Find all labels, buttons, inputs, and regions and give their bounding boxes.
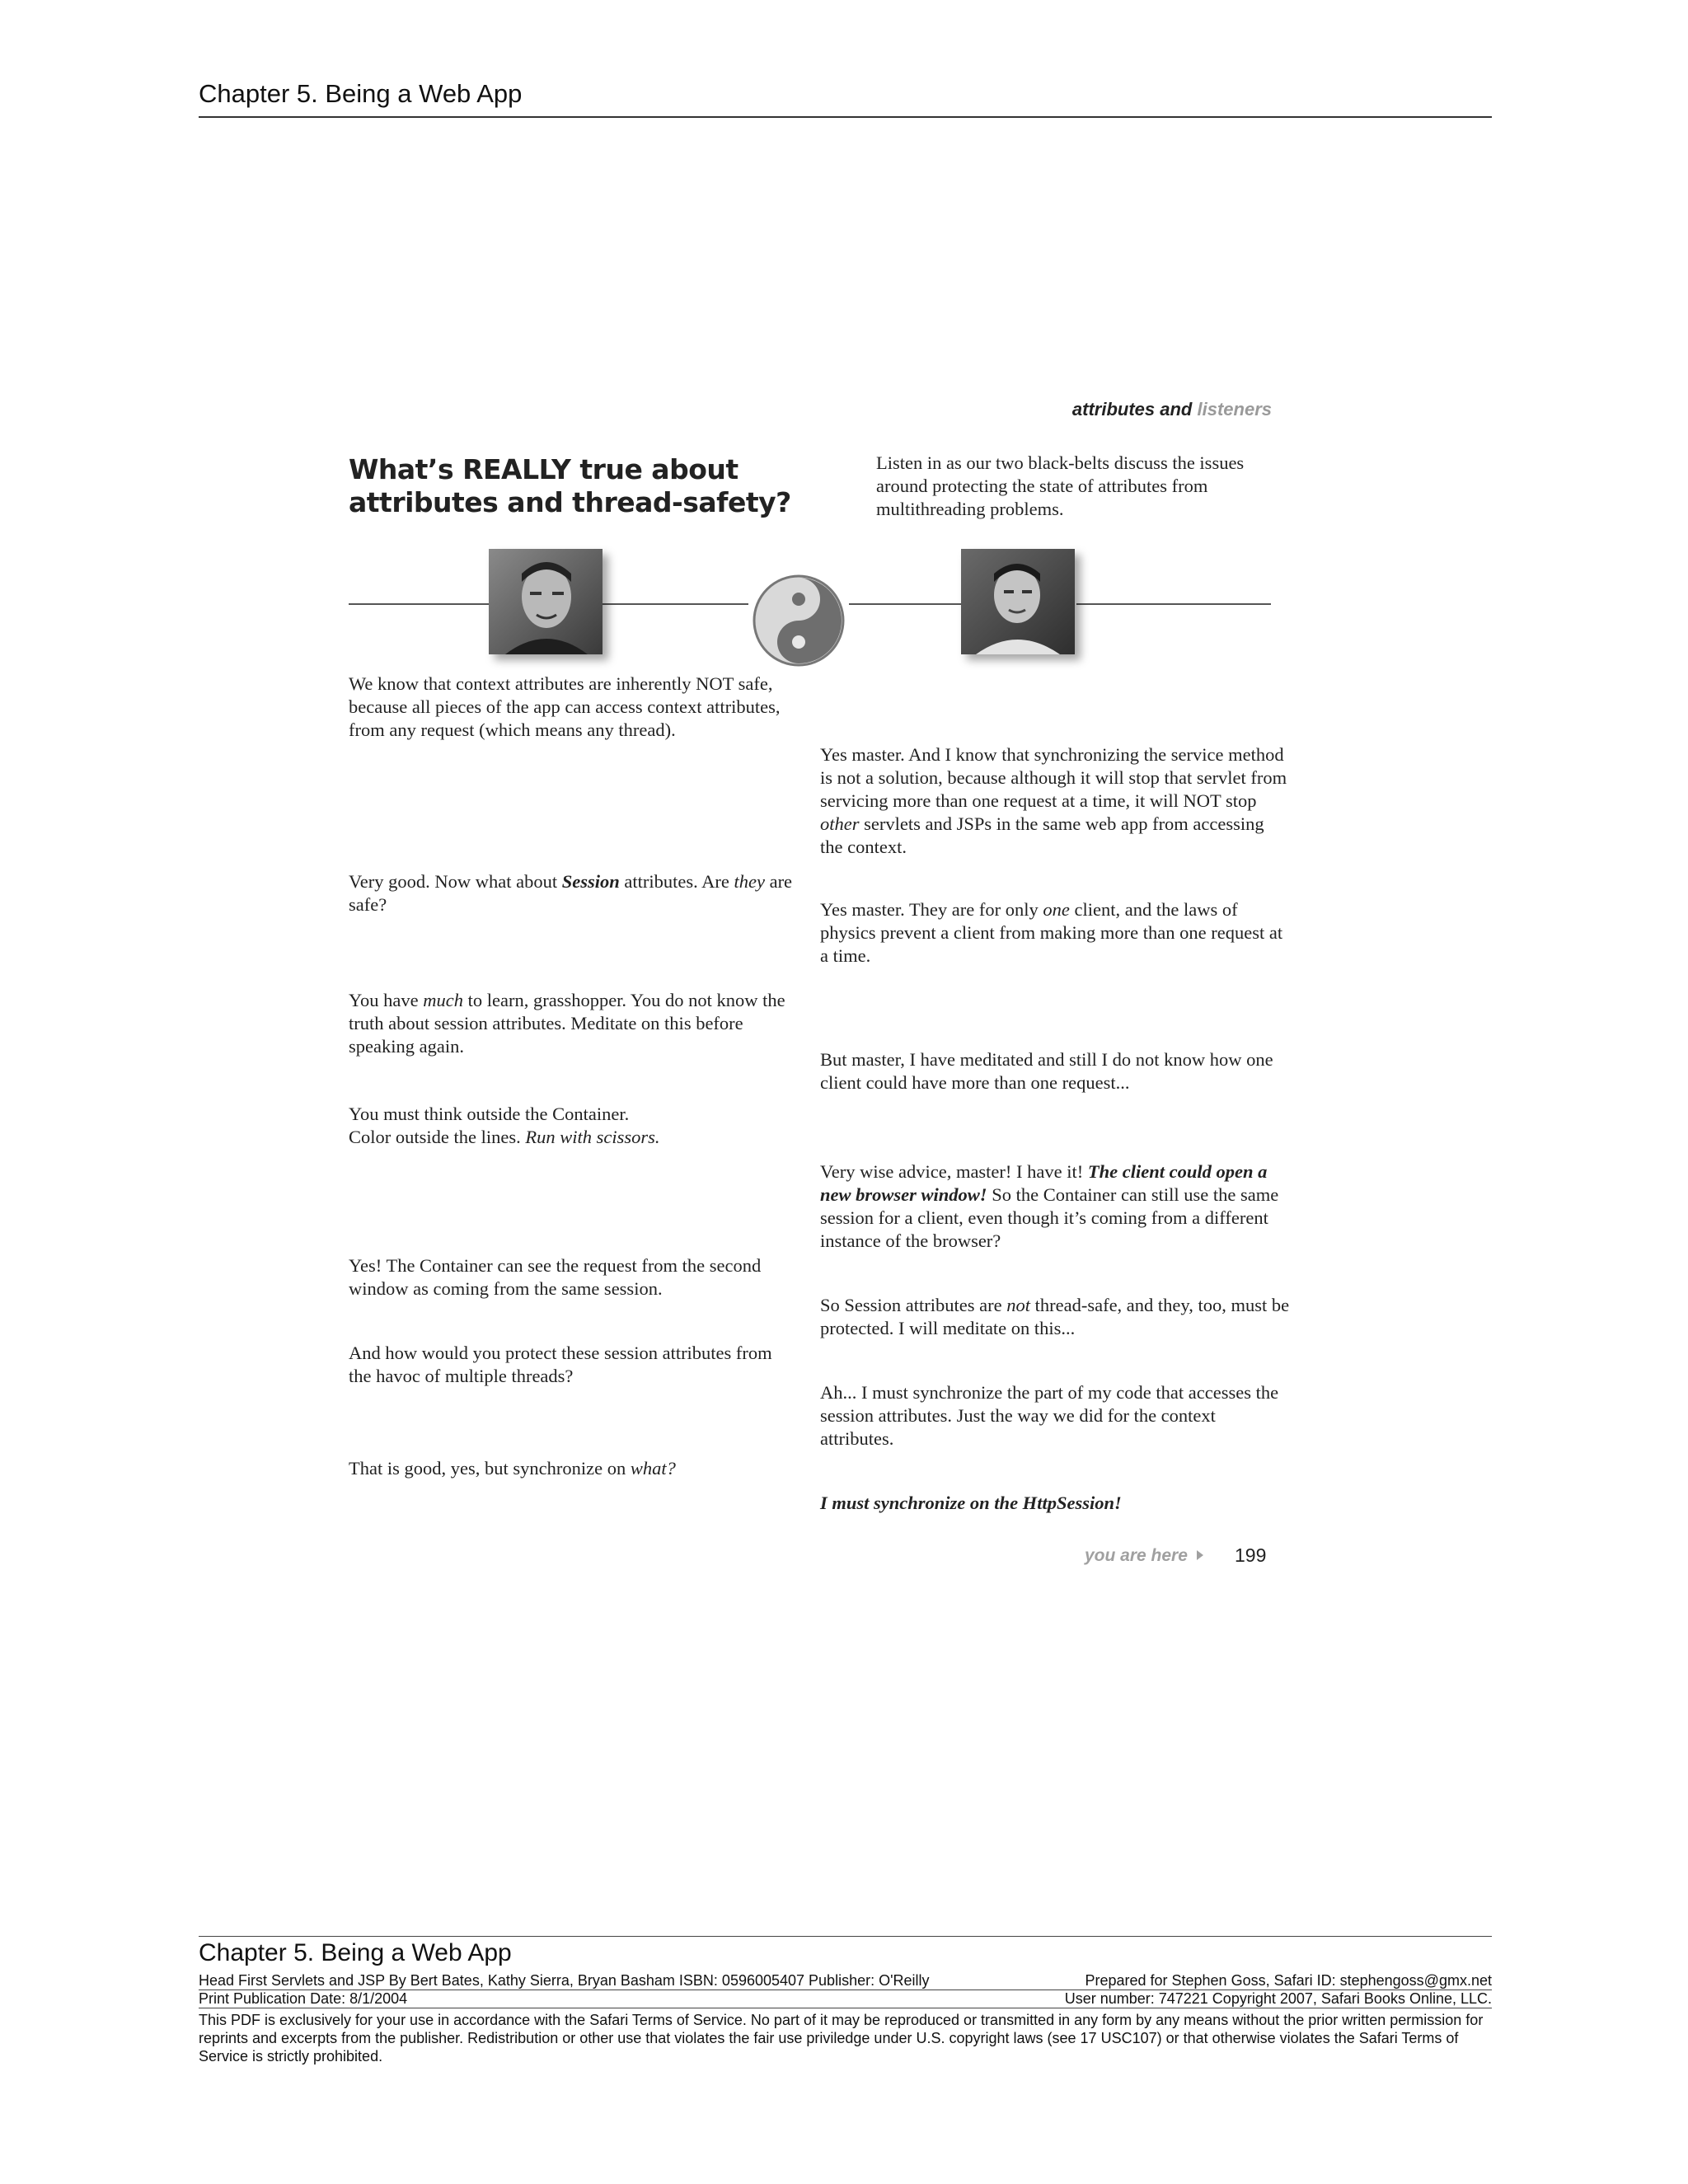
header-rule [199, 116, 1492, 118]
student-line: I must synchronize on the HttpSession! [820, 1493, 1122, 1513]
student-line: But master, I have meditated and still I do not know how one client could have more than one request... [820, 1049, 1273, 1093]
master-line: We know that context attributes are inherently NOT safe, because all pieces of the app can access context attributes, from any request (which means any thread). [349, 673, 781, 740]
student-line: Yes master. They are for only one client, and the laws of physics prevent a client from making more than one request at a time. [820, 899, 1283, 966]
footer-book-info: Head First Servlets and JSP By Bert Bates, Kathy Sierra, Bryan Basham ISBN: 0596005407 Publisher: O'Reilly [199, 1972, 930, 1989]
footer-chapter: Chapter 5. Being a Web App [199, 1939, 512, 1966]
footer-notice: This PDF is exclusively for your use in accordance with the Safari Terms of Service. No part of it may be reproduced or transmitted in any form by any means without the prior written permission for reprints and excerpts from the publisher. Redistribution or other use that violates the fair use priviledge under U.S. copyright laws (see 17 USC107) or that otherwise violates the Safari Terms of Service is strictly prohibited. [199, 2012, 1484, 2064]
you-are-here-label: you are here [1085, 1546, 1188, 1565]
page-title: What’s REALLY true about attributes and thread-safety? [349, 453, 791, 518]
divider-line-left [349, 603, 489, 605]
student-line: Ah... I must synchronize the part of my code that accesses the session attributes. Just the way we did for the context attributes. [820, 1382, 1279, 1449]
intro-text: Listen in as our two black-belts discuss the issues around protecting the state of attributes from multithreading problems. [876, 452, 1245, 519]
page-number: 199 [1235, 1544, 1267, 1566]
arrow-right-icon [1197, 1550, 1203, 1560]
master-line: You must think outside the Container. Color outside the lines. Run with scissors. [349, 1104, 660, 1147]
master-line: Very good. Now what about Session attributes. Are they are safe? [349, 871, 793, 915]
footer-rule [199, 1936, 1492, 1937]
running-head [1072, 399, 1272, 420]
divider-line-center-right [849, 603, 964, 605]
chapter-header: Chapter 5. Being a Web App [199, 79, 523, 108]
master-portrait [489, 549, 603, 654]
student-portrait [961, 549, 1075, 654]
master-line: And how would you protect these session attributes from the havoc of multiple threads? [349, 1343, 772, 1386]
student-line: Yes master. And I know that synchronizing the service method is not a solution, because although it will stop that servlet from servicing more than one request at a time, it will NOT stop other servlets and JSPs in the same web app from accessing the context. [820, 744, 1287, 857]
footer-user-number: User number: 747221 Copyright 2007, Safari Books Online, LLC. [1064, 1990, 1492, 2007]
divider-line-right [1076, 603, 1271, 605]
running-head-light: listeners [1197, 399, 1272, 419]
footer-book-info-line [199, 1971, 1492, 1990]
running-head-bold: attributes and [1071, 399, 1193, 419]
student-line: Very wise advice, master! I have it! The client could open a new browser window! So the Container can still use the same session for a client, even though it’s coming from a different instance of the browser? [820, 1161, 1279, 1251]
master-line: You have much to learn, grasshopper. You do not know the truth about session attributes. Meditate on this before speaking again. [349, 990, 785, 1057]
yin-yang-icon [752, 574, 846, 668]
footer-date-line [199, 1990, 1492, 2008]
footer-pub-date: Print Publication Date: 8/1/2004 [199, 1990, 408, 2007]
divider-line-center-left [600, 603, 748, 605]
master-line: Yes! The Container can see the request from the second window as coming from the same session. [349, 1255, 762, 1299]
student-line: So Session attributes are not thread-safe, and they, too, must be protected. I will meditate on this... [820, 1295, 1290, 1338]
master-line: That is good, yes, but synchronize on what? [349, 1458, 676, 1479]
footer-prepared-for: Prepared for Stephen Goss, Safari ID: stephengoss@gmx.net [1085, 1972, 1492, 1989]
